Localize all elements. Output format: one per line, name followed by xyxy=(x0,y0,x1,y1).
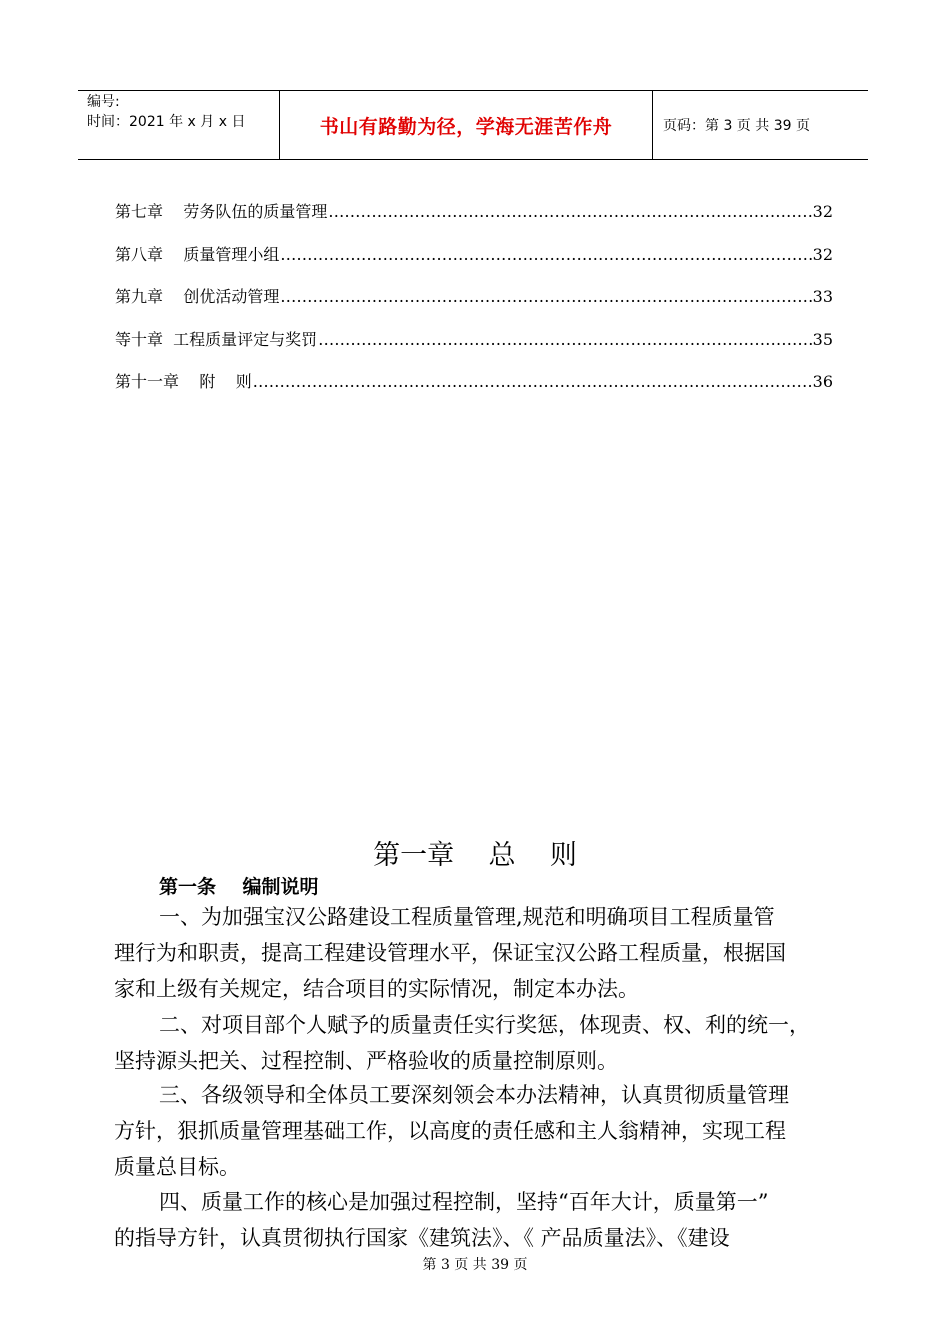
paragraph-line: 三、各级领导和全体员工要深刻领会本办法精神，认真贯彻质量管理 xyxy=(159,1083,789,1107)
toc-entry-title: 等十章 工程质量评定与奖罚 xyxy=(115,329,318,349)
document-number-label: 编号: xyxy=(87,94,120,110)
paragraph-line: 质量总目标。 xyxy=(114,1155,240,1179)
page-header xyxy=(78,90,868,160)
toc-entry-page: 32 xyxy=(812,244,833,264)
page-footer: 第 3 页 共 39 页 xyxy=(422,1257,528,1273)
paragraph-line: 坚持源头把关、过程控制、严格验收的质量控制原则。 xyxy=(114,1049,618,1073)
toc-entry-page: 36 xyxy=(812,372,833,392)
toc-entry[interactable] xyxy=(115,368,833,411)
document-date-label: 时间：2021 年 x 月 x 日 xyxy=(87,114,246,130)
toc-entry-title: 第九章 创优活动管理 xyxy=(115,287,280,307)
toc-entry-page: 35 xyxy=(812,329,833,349)
paragraph-line: 方针，狠抓质量管理基础工作，以高度的责任感和主人翁精神，实现工程 xyxy=(114,1119,786,1143)
paragraph-line: 的指导方针，认真贯彻执行国家《建筑法》、《 产品质量法》、《建设 xyxy=(114,1226,730,1250)
toc-entry[interactable] xyxy=(115,283,833,326)
toc-dot-leader xyxy=(318,326,811,354)
toc-entry-title: 第十一章 附 则 xyxy=(115,372,252,392)
header-page-info: 页码：第 3 页 共 39 页 xyxy=(663,118,810,134)
article-title: 第一条 编制说明 xyxy=(159,876,319,898)
toc-entry-title: 第七章 劳务队伍的质量管理 xyxy=(115,202,328,221)
table-of-contents xyxy=(115,198,833,411)
toc-entry[interactable] xyxy=(115,241,833,284)
toc-entry-title: 第八章 质量管理小组 xyxy=(115,244,280,264)
toc-dot-leader xyxy=(280,241,811,269)
toc-entry[interactable] xyxy=(115,326,833,369)
paragraph-line: 理行为和职责，提高工程建设管理水平，保证宝汉公路工程质量，根据国 xyxy=(114,941,786,965)
toc-dot-leader xyxy=(253,368,812,396)
chapter-title: 第一章 总 则 xyxy=(373,840,577,871)
paragraph-line: 一、为加强宝汉公路建设工程质量管理,规范和明确项目工程质量管 xyxy=(159,905,775,929)
header-motto-cell xyxy=(280,91,653,159)
toc-entry[interactable] xyxy=(115,198,833,241)
paragraph-line: 四、质量工作的核心是加强过程控制，坚持“百年大计，质量第一” xyxy=(159,1190,769,1214)
header-page-cell xyxy=(653,91,868,159)
toc-entry-page: 32 xyxy=(812,202,833,221)
toc-entry-page: 33 xyxy=(812,287,833,307)
header-motto: 书山有路勤为径，学海无涯苦作舟 xyxy=(319,115,613,138)
toc-dot-leader xyxy=(328,198,811,226)
paragraph-line: 家和上级有关规定，结合项目的实际情况，制定本办法。 xyxy=(114,977,639,1001)
toc-dot-leader xyxy=(280,283,811,311)
paragraph-line: 二、对项目部个人赋予的质量责任实行奖惩，体现责、权、利的统一， xyxy=(159,1013,810,1037)
header-meta-cell xyxy=(78,91,280,159)
